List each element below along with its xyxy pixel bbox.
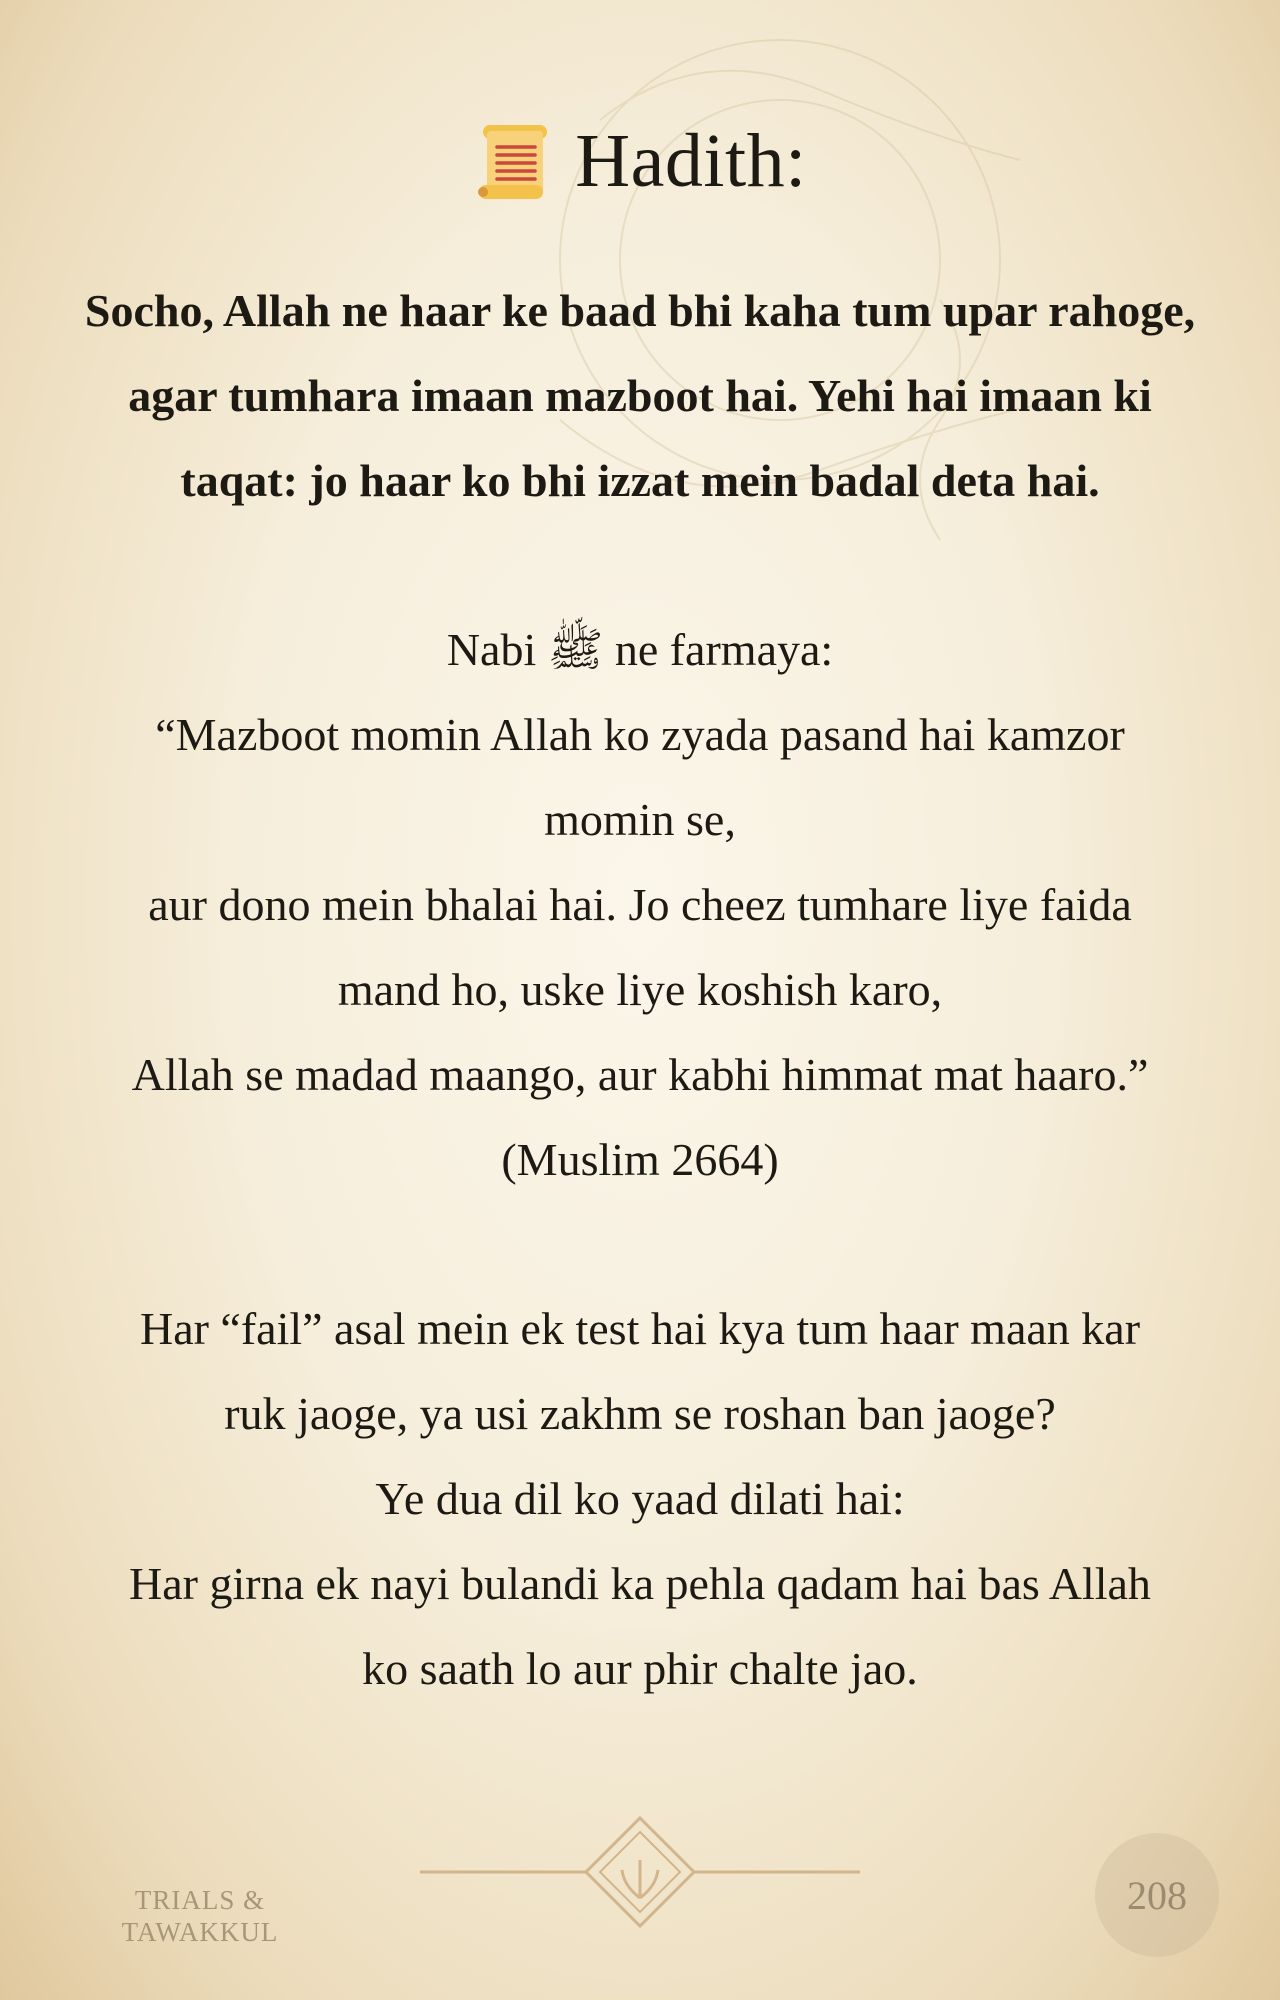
scroll-icon	[473, 119, 555, 205]
closing-line: ruk jaoge, ya usi zakhm se roshan ban jaoge?	[224, 1388, 1056, 1439]
closing-line: ko saath lo aur phir chalte jao.	[362, 1643, 918, 1694]
intro-paragraph	[50, 268, 1230, 523]
page-title	[0, 118, 1280, 205]
hadith-line: aur dono mein bhalai hai. Jo cheez tumhare liye faida	[148, 879, 1132, 930]
hadith-line: mand ho, uske liye koshish karo,	[337, 964, 943, 1015]
hadith-line: Allah se madad maango, aur kabhi himmat mat haaro.”	[131, 1049, 1149, 1100]
intro-line: taqat: jo haar ko bhi izzat mein badal deta hai.	[180, 455, 1100, 506]
closing-line: Har “fail” asal mein ek test hai kya tum haar maan kar	[139, 1303, 1141, 1354]
section-name-line: TAWAKKUL	[121, 1917, 279, 1947]
title-text: Hadith:	[575, 119, 807, 203]
hadith-line: momin se,	[544, 794, 736, 845]
closing-paragraph	[50, 1286, 1230, 1711]
hadith-quote	[50, 607, 1230, 1202]
hadith-reference: (Muslim 2664)	[501, 1134, 779, 1185]
hadith-line: Nabi ﷺ ne farmaya:	[446, 624, 834, 675]
section-name-line: TRIALS &	[134, 1885, 266, 1915]
closing-line: Har girna ek nayi bulandi ka pehla qadam hai bas Allah	[129, 1558, 1151, 1609]
section-name	[110, 1884, 290, 1948]
page-number: 208	[1095, 1833, 1219, 1957]
intro-line: Socho, Allah ne haar ke baad bhi kaha tum upar rahoge,	[84, 285, 1196, 336]
intro-line: agar tumhara imaan mazboot hai. Yehi hai imaan ki	[128, 370, 1152, 421]
hadith-line: “Mazboot momin Allah ko zyada pasand hai kamzor	[155, 709, 1125, 760]
closing-line: Ye dua dil ko yaad dilati hai:	[375, 1473, 905, 1524]
